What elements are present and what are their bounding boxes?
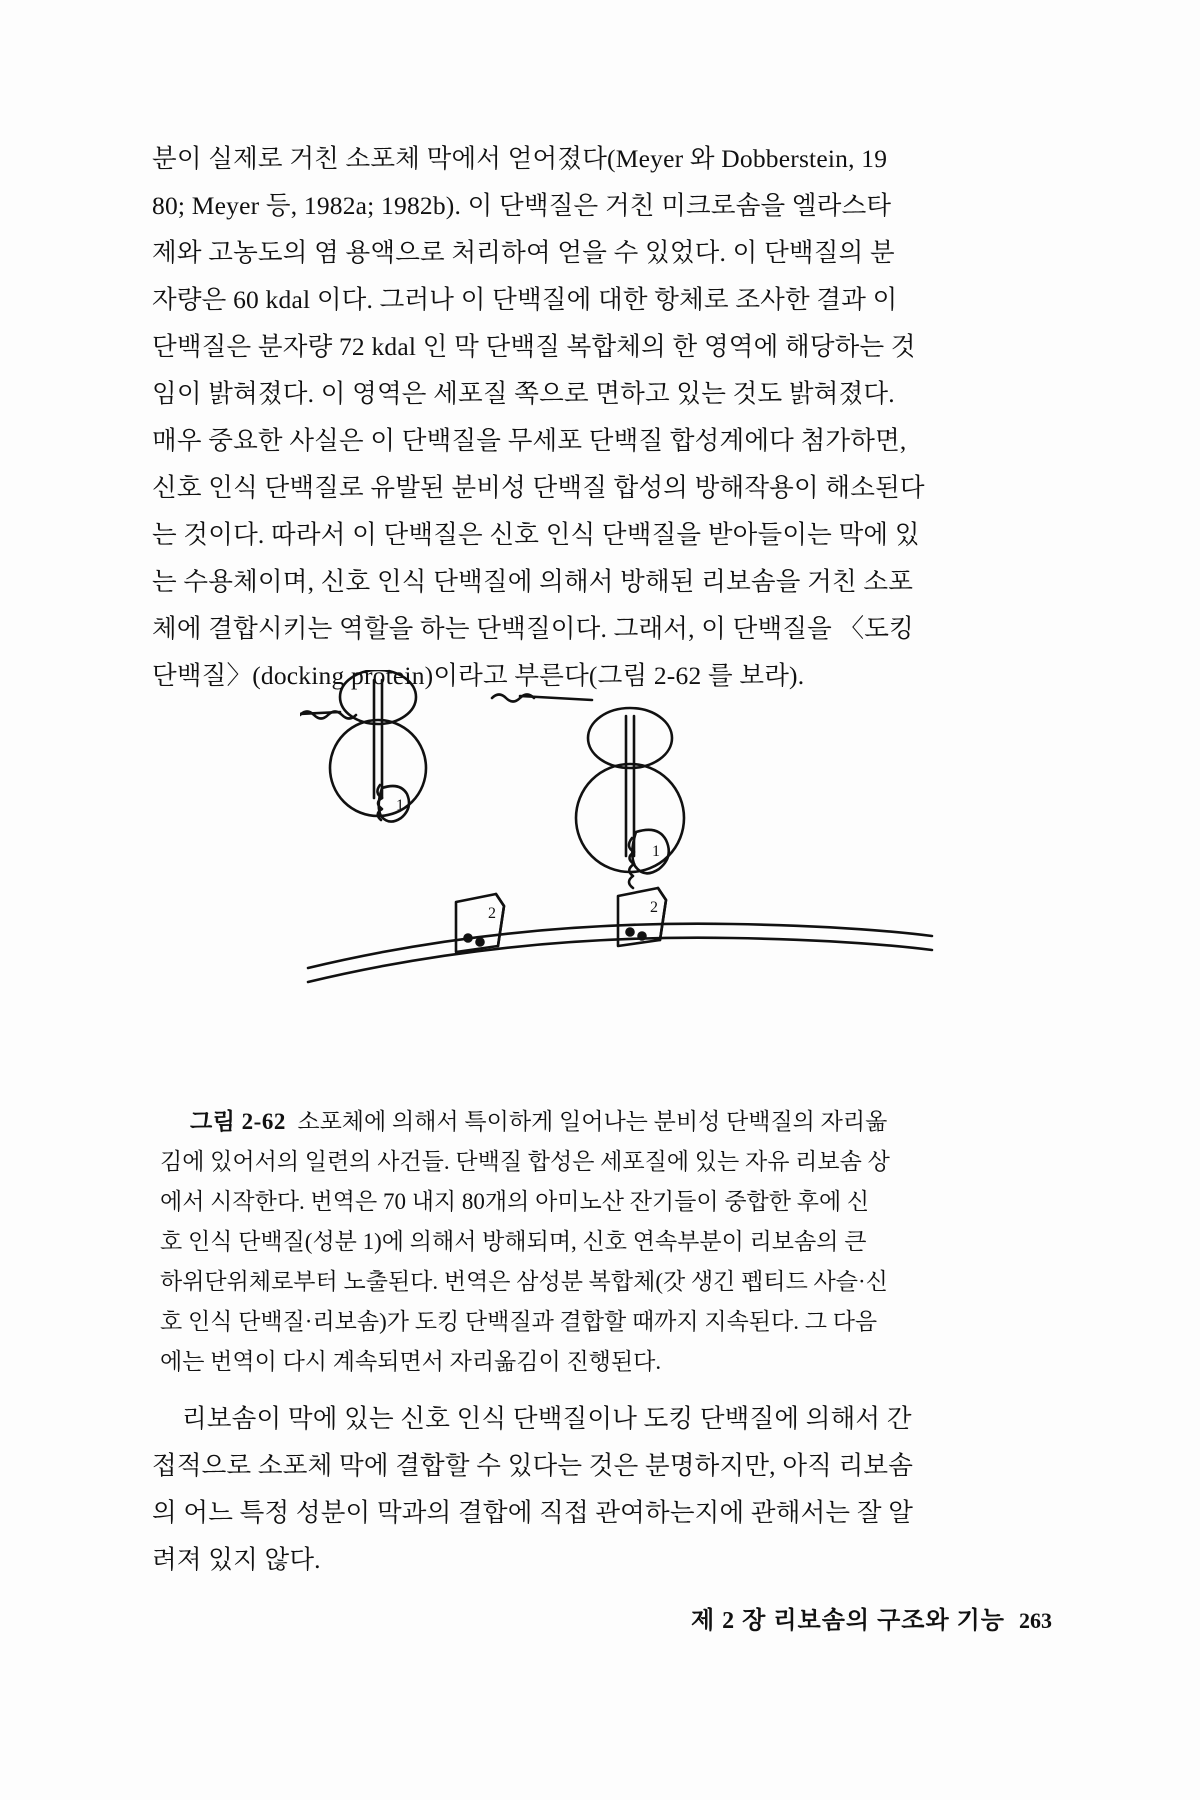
caption-line: 에는 번역이 다시 계속되면서 자리옮김이 진행된다. (160, 1349, 662, 1374)
caption-line: 에서 시작한다. 번역은 70 내지 80개의 아미노산 잔기들이 중합한 후에 신 (160, 1189, 870, 1214)
text-line-content: 리보솜이 막에 있는 신호 인식 단백질이나 도킹 단백질에 의해서 간 (182, 1404, 912, 1433)
figure-label: 그림 2-62 (190, 1109, 286, 1134)
text-line: 제와 고농도의 염 용액으로 처리하여 얻을 수 있었다. 이 단백질의 분 (152, 238, 895, 267)
caption-line: 호 인식 단백질·리보솜)가 도킹 단백질과 결합할 때까지 지속된다. 그 다음 (160, 1309, 878, 1334)
page-footer (691, 1600, 1052, 1635)
figure-part-label: 2 (650, 899, 658, 916)
caption-line: 김에 있어서의 일련의 사건들. 단백질 합성은 세포질에 있는 자유 리보솜 상 (160, 1149, 890, 1174)
text-line: 자량은 60 kdal 이다. 그러나 이 단백질에 대한 항체로 조사한 결과 이 (152, 285, 898, 314)
text-line: 매우 중요한 사실은 이 단백질을 무세포 단백질 합성계에다 첨가하면, (152, 426, 907, 455)
footer-chapter-title: 제 2 장 리보솜의 구조와 기능 (690, 1608, 1005, 1634)
text-line: 는 것이다. 따라서 이 단백질은 신호 인식 단백질을 받아들이는 막에 있 (152, 520, 920, 549)
caption-first-line (160, 1102, 1055, 1142)
text-line: 임이 밝혀졌다. 이 영역은 세포질 쪽으로 면하고 있는 것도 밝혀졌다. (152, 379, 895, 408)
caption-line: 하위단위체로부터 노출된다. 번역은 삼성분 복합체(갓 생긴 펩티드 사슬·신 (160, 1269, 888, 1294)
figure-part-label: 1 (396, 797, 404, 814)
figure-caption (160, 1102, 1055, 1382)
text-line: 신호 인식 단백질로 유발된 분비성 단백질 합성의 방해작용이 해소된다 (152, 473, 925, 502)
caption-line: 호 인식 단백질(성분 1)에 의해서 방해되며, 신호 연속부분이 리보솜의 큰 (160, 1229, 867, 1254)
text-line: 단백질〉(docking protein)이라고 부른다(그림 2-62 를 보라). (152, 661, 805, 690)
text-line: 80; Meyer 등, 1982a; 1982b). 이 단백질은 거친 미크로솜을 엘라스타 (152, 191, 892, 220)
text-line: 접적으로 소포체 막에 결합할 수 있다는 것은 분명하지만, 아직 리보솜 (152, 1451, 914, 1480)
text-line: 체에 결합시키는 역할을 하는 단백질이다. 그래서, 이 단백질을 〈도킹 (152, 614, 914, 643)
figure-part-label: 2 (488, 905, 496, 922)
figure-part-label: 1 (652, 843, 660, 860)
text-line: 의 어느 특정 성분이 막과의 결합에 직접 관여하는지에 관해서는 잘 알 (152, 1498, 914, 1527)
text-line: 는 수용체이며, 신호 인식 단백질에 의해서 방해된 리보솜을 거친 소포 (152, 567, 914, 596)
figure-illustration (300, 670, 940, 1070)
text-line (152, 1395, 1057, 1442)
body-paragraph-top (152, 135, 1057, 699)
page-number: 263 (1019, 1608, 1052, 1633)
body-paragraph-bottom (152, 1395, 1057, 1583)
caption-line: 소포체에 의해서 특이하게 일어나는 분비성 단백질의 자리옮 (297, 1109, 888, 1134)
text-line: 분이 실제로 거친 소포체 막에서 얻어졌다(Meyer 와 Dobberstein, 19 (152, 144, 888, 173)
text-line: 려져 있지 않다. (152, 1545, 321, 1574)
text-line: 단백질은 분자량 72 kdal 인 막 단백질 복합체의 한 영역에 해당하는 것 (152, 332, 916, 361)
